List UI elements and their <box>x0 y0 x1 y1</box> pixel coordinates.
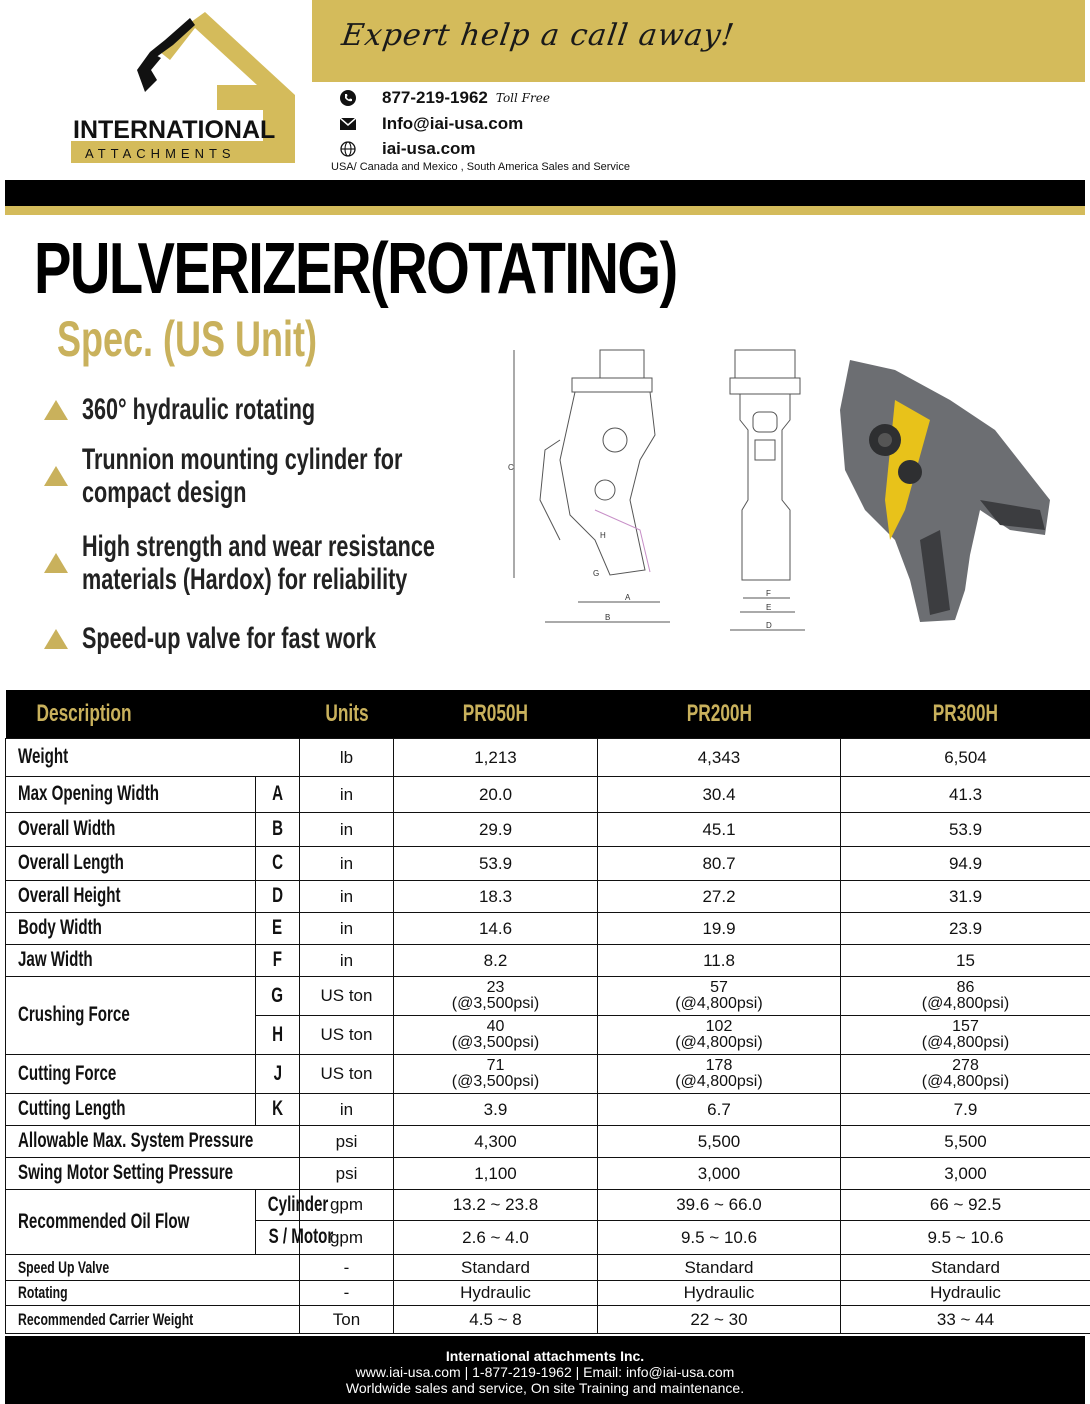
table-row <box>6 944 1090 976</box>
table-cell: Standard <box>841 1254 1090 1280</box>
table-cell: E <box>256 912 300 944</box>
svg-text:E: E <box>766 603 772 612</box>
table-cell: 5,500 <box>841 1125 1090 1157</box>
table-cell: in <box>300 846 394 880</box>
svg-text:C: C <box>508 463 514 472</box>
triangle-bullet-icon <box>44 466 68 486</box>
table-cell: 30.4 <box>598 776 841 812</box>
table-row <box>6 1054 1090 1093</box>
table-cell: C <box>256 846 300 880</box>
table-cell: lb <box>300 738 394 776</box>
table-cell: Standard <box>598 1254 841 1280</box>
table-row <box>6 846 1090 880</box>
table-cell: 15 <box>841 944 1090 976</box>
table-cell: Max Opening Width <box>6 776 256 812</box>
table-cell: 9.5 ~ 10.6 <box>598 1220 841 1254</box>
table-row <box>6 776 1090 812</box>
website-contact[interactable] <box>340 139 476 159</box>
table-row <box>6 1305 1090 1333</box>
table-cell: Swing Motor Setting Pressure <box>6 1157 300 1189</box>
table-cell: 39.6 ~ 66.0 <box>598 1189 841 1220</box>
table-cell: 2.6 ~ 4.0 <box>394 1220 598 1254</box>
table-cell: 45.1 <box>598 812 841 846</box>
pulverizer-render-image <box>840 360 1050 622</box>
feature-item: High strength and wear resistance materials (Hardox) for reliability <box>44 530 572 596</box>
table-cell: Recommended Oil Flow <box>6 1189 256 1254</box>
table-cell: Overall Length <box>6 846 256 880</box>
table-cell: Standard <box>394 1254 598 1280</box>
table-cell: 4,300 <box>394 1125 598 1157</box>
table-cell: 29.9 <box>394 812 598 846</box>
table-cell: 80.7 <box>598 846 841 880</box>
table-row <box>6 812 1090 846</box>
globe-icon <box>340 141 356 157</box>
table-cell: F <box>256 944 300 976</box>
table-cell: in <box>300 944 394 976</box>
table-cell: 157 (@4,800psi) <box>841 1015 1090 1054</box>
table-cell: 13.2 ~ 23.8 <box>394 1189 598 1220</box>
mail-icon <box>340 116 356 132</box>
table-cell: 18.3 <box>394 880 598 912</box>
feature-item: 360° hydraulic rotating <box>44 393 406 426</box>
table-cell: Recommended Carrier Weight <box>6 1305 300 1333</box>
phone-number[interactable]: 877-219-1962 <box>382 88 488 107</box>
table-cell: US ton <box>300 1015 394 1054</box>
column-header-pr300h: PR300H <box>841 690 1090 738</box>
table-cell: Crushing Force <box>6 976 256 1054</box>
product-drawings <box>500 340 1080 640</box>
table-cell: in <box>300 880 394 912</box>
table-cell: 22 ~ 30 <box>598 1305 841 1333</box>
header-divider-gold <box>5 206 1085 215</box>
table-cell: H <box>256 1015 300 1054</box>
svg-text:H: H <box>600 531 606 540</box>
table-cell: G <box>256 976 300 1015</box>
table-cell: Cutting Force <box>6 1054 256 1093</box>
table-cell: 7.9 <box>841 1093 1090 1125</box>
table-cell: 86 (@4,800psi) <box>841 976 1090 1015</box>
triangle-bullet-icon <box>44 400 68 420</box>
website-link[interactable]: iai-usa.com <box>382 139 476 158</box>
triangle-bullet-icon <box>44 629 68 649</box>
table-cell: 20.0 <box>394 776 598 812</box>
spec-table <box>5 690 1085 1334</box>
svg-text:B: B <box>605 613 611 622</box>
table-cell: in <box>300 912 394 944</box>
table-cell: in <box>300 1093 394 1125</box>
column-header-units: Units <box>300 690 394 738</box>
table-cell: 6,504 <box>841 738 1090 776</box>
table-cell: Ton <box>300 1305 394 1333</box>
table-cell: psi <box>300 1125 394 1157</box>
column-header-pr050h: PR050H <box>394 690 598 738</box>
table-cell: 94.9 <box>841 846 1090 880</box>
feature-item: Speed-up valve for fast work <box>44 622 490 655</box>
table-cell: 4.5 ~ 8 <box>394 1305 598 1333</box>
table-row <box>6 1254 1090 1280</box>
table-cell: 31.9 <box>841 880 1090 912</box>
table-cell: 9.5 ~ 10.6 <box>841 1220 1090 1254</box>
table-cell: 23.9 <box>841 912 1090 944</box>
footer-services: Worldwide sales and service, On site Training and maintenance. <box>345 1380 745 1396</box>
product-title: PULVERIZER(ROTATING) <box>34 229 677 309</box>
table-cell: gpm <box>300 1189 394 1220</box>
page-footer <box>5 1336 1085 1404</box>
toll-free-note: Toll Free <box>495 91 550 105</box>
table-row <box>6 1157 1090 1189</box>
table-cell: 3,000 <box>841 1157 1090 1189</box>
column-header-pr200h: PR200H <box>598 690 841 738</box>
table-cell: B <box>256 812 300 846</box>
excavator-logo-icon <box>5 0 295 180</box>
product-subtitle: Spec. (US Unit) <box>57 311 318 367</box>
table-cell: Cutting Length <box>6 1093 256 1125</box>
header-divider-black <box>5 180 1085 206</box>
table-cell: 5,500 <box>598 1125 841 1157</box>
table-cell: 8.2 <box>394 944 598 976</box>
table-cell: 178 (@4,800psi) <box>598 1054 841 1093</box>
triangle-bullet-icon <box>44 553 68 573</box>
table-cell: 6.7 <box>598 1093 841 1125</box>
table-cell: in <box>300 776 394 812</box>
table-cell: J <box>256 1054 300 1093</box>
table-cell: 33 ~ 44 <box>841 1305 1090 1333</box>
email-contact[interactable] <box>340 114 523 134</box>
table-cell: Rotating <box>6 1280 300 1305</box>
table-cell: 27.2 <box>598 880 841 912</box>
table-row <box>6 1280 1090 1305</box>
table-cell: 102 (@4,800psi) <box>598 1015 841 1054</box>
table-cell: K <box>256 1093 300 1125</box>
email-link[interactable]: Info@iai-usa.com <box>382 114 524 133</box>
svg-text:INTERNATIONAL: INTERNATIONAL <box>73 116 276 144</box>
table-cell: 53.9 <box>841 812 1090 846</box>
table-cell: - <box>300 1254 394 1280</box>
feature-item: Trunnion mounting cylinder for compact design <box>44 443 527 509</box>
table-cell: 11.8 <box>598 944 841 976</box>
table-cell: 71 (@3,500psi) <box>394 1054 598 1093</box>
svg-text:D: D <box>766 621 772 630</box>
table-row <box>6 1125 1090 1157</box>
table-cell: Weight <box>6 738 300 776</box>
table-cell: Overall Width <box>6 812 256 846</box>
column-header-description: Description <box>6 690 300 738</box>
table-cell: 23 (@3,500psi) <box>394 976 598 1015</box>
table-cell: 14.6 <box>394 912 598 944</box>
table-cell: 57 (@4,800psi) <box>598 976 841 1015</box>
table-row <box>6 738 1090 776</box>
table-cell: Hydraulic <box>841 1280 1090 1305</box>
table-cell: Hydraulic <box>598 1280 841 1305</box>
table-cell: Hydraulic <box>394 1280 598 1305</box>
footer-contact[interactable]: www.iai-usa.com | 1-877-219-1962 | Email: info@iai-usa.com <box>355 1364 735 1380</box>
table-cell: 19.9 <box>598 912 841 944</box>
side-view-drawing <box>514 350 805 630</box>
table-cell: D <box>256 880 300 912</box>
table-cell: gpm <box>300 1220 394 1254</box>
table-row <box>6 912 1090 944</box>
table-cell: 66 ~ 92.5 <box>841 1189 1090 1220</box>
table-row <box>6 880 1090 912</box>
company-logo <box>5 0 295 180</box>
svg-text:A: A <box>625 593 631 602</box>
region-note: USA/ Canada and Mexico , South America Sales and Service <box>331 161 630 173</box>
tagline: Expert help a call away! <box>339 18 737 53</box>
svg-text:ATTACHMENTS: ATTACHMENTS <box>85 146 236 161</box>
table-cell: Allowable Max. System Pressure <box>6 1125 300 1157</box>
table-cell: 4,343 <box>598 738 841 776</box>
table-cell: 3,000 <box>598 1157 841 1189</box>
table-cell: US ton <box>300 1054 394 1093</box>
phone-icon <box>340 90 356 106</box>
table-cell: Speed Up Valve <box>6 1254 300 1280</box>
table-cell: 1,213 <box>394 738 598 776</box>
table-cell: Cylinder <box>256 1189 300 1220</box>
table-cell: psi <box>300 1157 394 1189</box>
table-cell: Body Width <box>6 912 256 944</box>
table-cell: Jaw Width <box>6 944 256 976</box>
svg-text:F: F <box>766 589 771 598</box>
table-row <box>6 1189 1090 1220</box>
table-header-row <box>6 690 1090 738</box>
table-cell: S / Motor <box>256 1220 300 1254</box>
table-cell: - <box>300 1280 394 1305</box>
table-cell: US ton <box>300 976 394 1015</box>
table-cell: 41.3 <box>841 776 1090 812</box>
footer-company: International attachments Inc. <box>445 1348 645 1364</box>
table-cell: A <box>256 776 300 812</box>
table-cell: Overall Height <box>6 880 256 912</box>
table-row <box>6 1093 1090 1125</box>
table-cell: in <box>300 812 394 846</box>
phone-contact[interactable] <box>340 88 550 108</box>
table-cell: 278 (@4,800psi) <box>841 1054 1090 1093</box>
table-cell: 40 (@3,500psi) <box>394 1015 598 1054</box>
table-cell: 3.9 <box>394 1093 598 1125</box>
svg-text:G: G <box>593 569 600 578</box>
table-cell: 1,100 <box>394 1157 598 1189</box>
table-row <box>6 976 1090 1015</box>
table-cell: 53.9 <box>394 846 598 880</box>
